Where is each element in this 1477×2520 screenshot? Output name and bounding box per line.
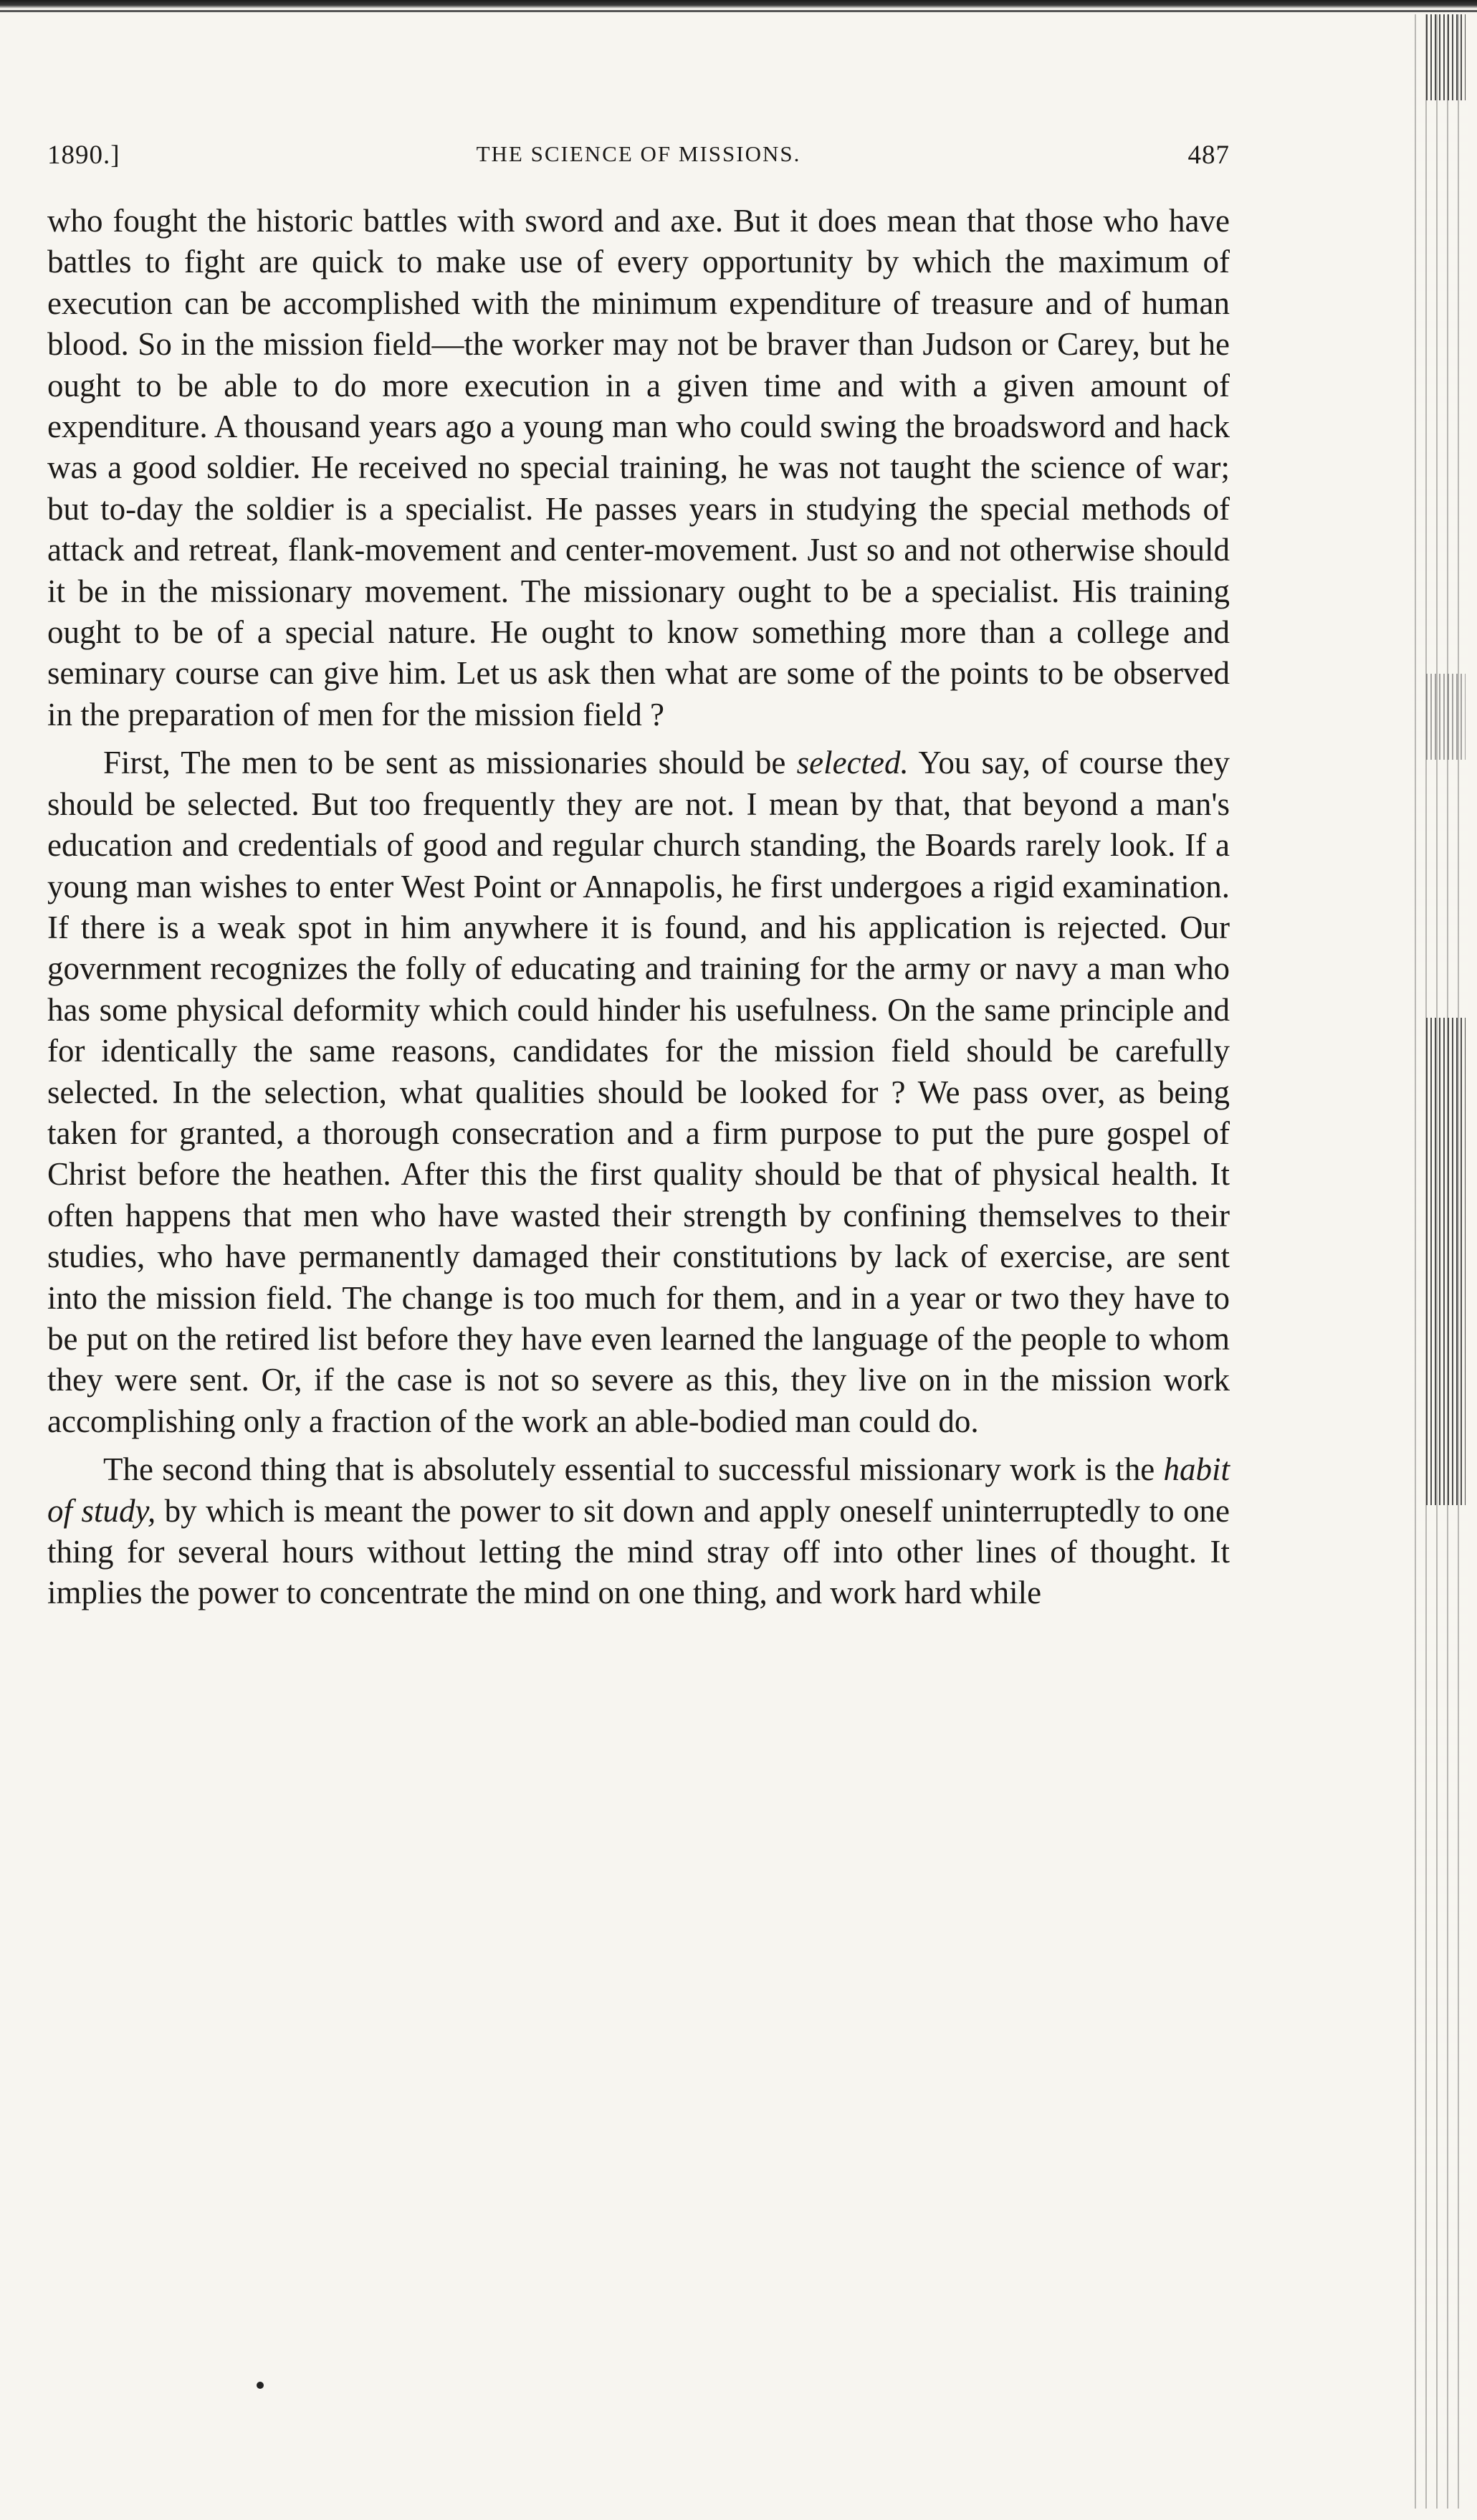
header-page-number: 487 [1187,140,1230,170]
paragraph-2 [47,743,1230,1442]
top-edge-rule [0,0,1477,9]
header-title: THE SCIENCE OF MISSIONS. [476,141,801,166]
paragraph-2-lead: First, The men to be sent as missionaries should be [103,745,797,781]
paragraph-3 [47,1449,1230,1614]
paragraph-3-lead: The second thing that is absolutely essential to successful missionary work is the [103,1451,1164,1488]
paragraph-1: who fought the historic battles with sword and axe. But it does mean that those who have battles to fight are quick to make use of every opportunity by which the maximum of execution can be accomplished with the minimum expenditure of treasure and of human blood. So in the mission field—the worker may not be braver than Judson or Carey, but he ought to be able to do more execution in a given time and with a given amount of expenditure. A thousand years ago a young man who could swing the broadsword and hack was a good soldier. He received no special training, he was not taught the science of war; but to-day the soldier is a specialist. He passes years in studying the special methods of attack and retreat, flank-movement and center-movement. Just so and not otherwise should it be in the missionary movement. The missionary ought to be a specialist. His training ought to be of a special nature. He ought to know something more than a college and seminary course can give him. Let us ask then what are some of the points to be observed in the preparation of men for the mission field ? [47,203,1230,732]
paragraph-3-rest: by which is meant the power to sit down and apply oneself uninterruptedly to one thing for several hours without letting the mind stray off into other lines of thought. It implies the power to concentrate the mind on one thing, and work hard while [47,1492,1230,1611]
paragraph-3-emphasis: habit of study, [47,1451,1230,1529]
binding-mark-top [1426,14,1466,100]
ink-speck [257,2382,264,2389]
paragraph-2-rest: You say, of course they should be selected. But too frequently they are not. I mean by that, that beyond a man's education and credentials of good and regular church standing, the Boards rarely look. If a young man wishes to enter West Point or Annapolis, he first undergoes a rigid examination. If there is a weak spot in him anywhere it is found, and his application is rejected. Our government recognizes the folly of educating and training for the army or navy a man who has some physical deformity which could hinder his usefulness. On the same principle and for identically the same reasons, candidates for the mission field should be carefully selected. In the selection, what qualities should be looked for ? We pass over, as being taken for granted, a thorough consecration and a firm purpose to put the pure gospel of Christ before the heathen. After this the first quality should be that of physical health. It often happens that men who have wasted their strength by confining themselves to their studies, who have permanently damaged their constitutions by lack of exercise, are sent into the mission field. The change is too much for them, and in a year or two they have to be put on the retired list before they have even learned the language of the people to whom they were sent. Or, if the case is not so severe as this, they live on in the mission work accomplishing only a fraction of the work an able-bodied man could do. [47,745,1230,1439]
running-header [47,140,1230,183]
body-text [47,201,1230,1614]
binding-mark-middle [1426,1018,1466,1505]
header-year: 1890.] [47,140,120,170]
binding-mark-upper [1426,674,1466,760]
paragraph-2-emphasis: selected. [796,745,909,781]
top-edge-thin-rule [0,10,1477,12]
